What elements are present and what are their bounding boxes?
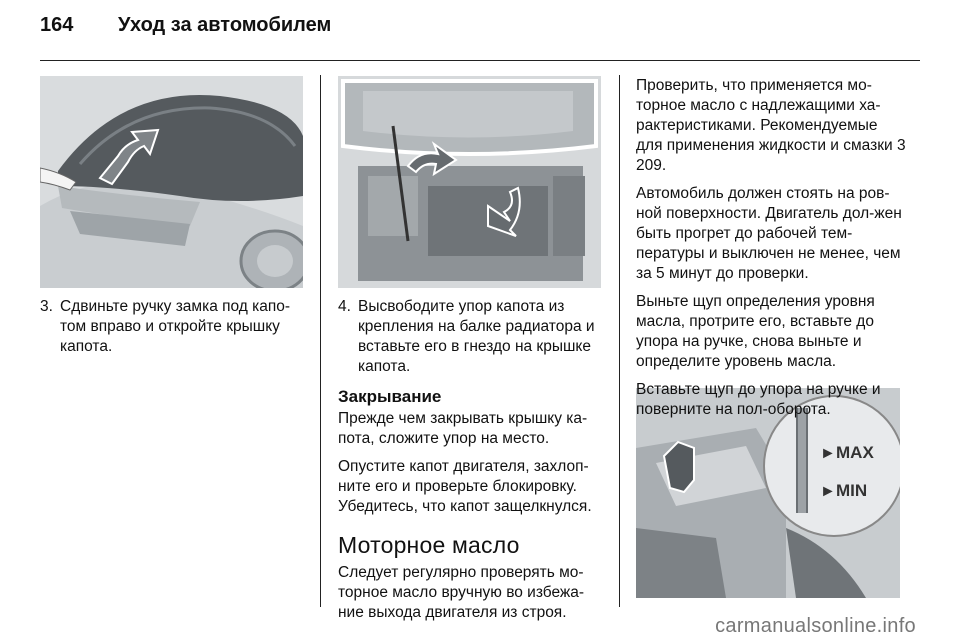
page-reference-link[interactable]: 3 209. — [636, 137, 906, 174]
column-2-text — [338, 297, 606, 631]
hood-prop-rod-illustration — [338, 76, 601, 288]
step-number: 4. — [338, 298, 351, 315]
paragraph: Вставьте щуп до упора на ручке и поверните на пол-оборота. — [636, 381, 881, 418]
section-title: Моторное масло — [338, 532, 520, 558]
column-divider-2 — [619, 75, 620, 607]
hood-latch-illustration — [40, 76, 303, 288]
column-3-text — [636, 76, 906, 428]
watermark: carmanualsonline.info — [715, 615, 916, 637]
step-number: 3. — [40, 298, 53, 315]
paragraph: Прежде чем закрывать крышку ка-пота, сложите упор на место. — [338, 410, 588, 447]
paragraph: Следует регулярно проверять мо-торное масло вручную во избежа-ние выхода двигателя из строя. — [338, 564, 585, 621]
paragraph-text: Проверить, что применяется мо-торное масло с надлежащими ха-рактеристиками. Рекомендуемые для применения жидкости и смазки — [636, 77, 893, 154]
column-divider-1 — [320, 75, 321, 607]
page-header — [40, 14, 331, 54]
svg-text:►: ► — [820, 483, 836, 500]
page-number: 164 — [40, 14, 74, 36]
dipstick-min-label: MIN — [836, 481, 868, 500]
paragraph: Опустите капот двигателя, захлоп-ните его и проверьте блокировку. Убедитесь, что капот защелкнулся. — [338, 458, 592, 515]
closing-subheading: Закрывание — [338, 387, 442, 406]
step-4 — [338, 297, 606, 377]
step-text: Высвободите упор капота из крепления на балке радиатора и вставьте его в гнездо на крышке капота. — [358, 298, 595, 375]
step-text: Сдвиньте ручку замка под капо-том вправо и откройте крышку капота. — [60, 298, 291, 355]
step-3 — [40, 297, 304, 357]
paragraph: Автомобиль должен стоять на ров-ной поверхности. Двигатель дол-жен быть прогрет до рабочей тем-пературы и выключен не менее, чем за 5 минут до проверки. — [636, 185, 902, 282]
dipstick-max-label: MAX — [836, 443, 874, 462]
svg-text:►: ► — [820, 445, 836, 462]
header-rule — [40, 60, 920, 61]
paragraph: Выньте щуп определения уровня масла, протрите его, вставьте до упора на ручке, снова выньте и определите уровень масла. — [636, 293, 875, 370]
page-title: Уход за автомобилем — [118, 14, 332, 36]
paragraph — [636, 76, 906, 176]
